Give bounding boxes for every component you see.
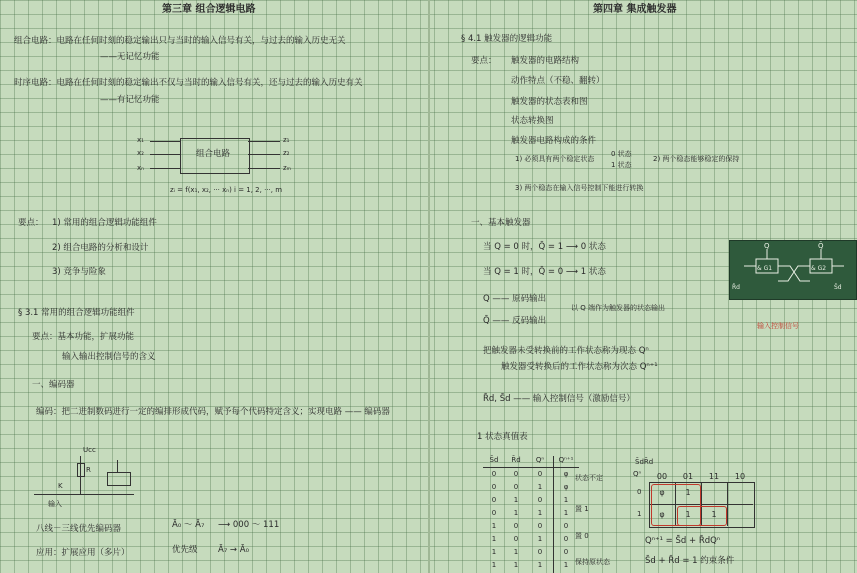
table-cell: 1: [513, 548, 519, 556]
output-line: [248, 141, 280, 142]
input-line: [150, 154, 180, 155]
resistor-symbol: [77, 463, 85, 477]
table-cell: 0: [537, 522, 543, 530]
enc-expr-2: ⟶ 000 ～ 111: [218, 520, 280, 530]
enc-priority: 优先级: [172, 545, 198, 555]
encoder-type: 八线－三线优先编码器: [36, 524, 122, 534]
page-title: 第三章 组合逻辑电路: [162, 4, 256, 15]
kmap-left-label: Qⁿ: [633, 470, 642, 478]
kp-label: 要点：: [471, 56, 497, 66]
kmap-cell: 1: [711, 510, 717, 519]
left-notebook-page: [0, 0, 426, 573]
tbl-note-3: 置 0: [575, 532, 589, 540]
kmap-loop: [677, 506, 727, 526]
kmap-cell: φ: [659, 510, 665, 519]
table-cell: 0: [491, 496, 497, 504]
inputs-label: R̄d, S̄d —— 输入控制信号（激励信号）: [483, 394, 635, 404]
table-cell: 1: [513, 561, 519, 569]
output-line: [248, 154, 280, 155]
table-cell: 1: [563, 496, 569, 504]
chalk-note: 输入控制信号: [757, 322, 799, 330]
table-cell: 1: [563, 509, 569, 517]
output-z2: z₂: [283, 149, 290, 157]
key-point-1: 1) 常用的组合逻辑功能组件: [52, 218, 157, 228]
kmap-col: 11: [708, 472, 720, 481]
table-cell: 1: [513, 496, 519, 504]
input-line: [150, 141, 180, 142]
table-cell: 0: [491, 483, 497, 491]
table-cell: 1: [513, 509, 519, 517]
circuit-vcc: Ucc: [83, 446, 96, 454]
tbl-header: S̄d: [489, 456, 499, 464]
chalk-rd: R̄d: [732, 284, 740, 291]
chalk-g2: & G2: [811, 265, 827, 272]
chalk-sd: S̄d: [834, 284, 842, 291]
table-cell: 1: [537, 561, 543, 569]
key-point-2: 2) 组合电路的分析和设计: [52, 243, 149, 253]
enc-expr-3: Ā₇ → Ā₀: [218, 545, 249, 555]
kp-detail-1b: 0 状态: [611, 150, 632, 158]
cross-wire: [778, 266, 810, 281]
table-cell: 0: [491, 509, 497, 517]
table-cell: 0: [513, 535, 519, 543]
table-cell: 0: [563, 548, 569, 556]
table-rule: [553, 456, 554, 573]
section-3-1-sub: 输入输出控制信号的含义: [62, 352, 156, 362]
table-cell: 0: [491, 470, 497, 478]
kp-item-2: 动作特点（不稳、翻转）: [511, 76, 605, 86]
equation-2: S̄d + R̄d = 1 约束条件: [645, 556, 735, 566]
kp-detail-1: 1) 必须具有两个稳定状态: [515, 155, 595, 163]
table-cell: 1: [491, 522, 497, 530]
kp-item-4: 状态转换图: [511, 116, 554, 126]
chalk-q: Q: [764, 242, 770, 250]
kmap-cell: 1: [685, 488, 691, 497]
table-cell: 1: [537, 509, 543, 517]
enc-extend: 应用：扩展应用（多片）: [36, 548, 130, 558]
output-zm: zₘ: [283, 164, 292, 172]
key-point-3: 3) 竞争与险象: [52, 267, 106, 277]
kmap-col: 10: [734, 472, 746, 481]
kp-detail-2: 2) 两个稳态能够稳定的保持: [653, 155, 740, 163]
present-state: 把触发器未受转换前的工作状态称为现态 Qⁿ: [483, 346, 649, 356]
page-title: 第四章 集成触发器: [593, 4, 677, 15]
table-cell: 1: [491, 548, 497, 556]
table-cell: 0: [513, 470, 519, 478]
enc-expr-1: Ā₀ ～ Ā₇: [172, 520, 205, 530]
basic-heading: 一、基本触发器: [471, 218, 531, 228]
table-cell: 0: [563, 535, 569, 543]
kp-item-5: 触发器电路构成的条件: [511, 136, 597, 146]
state-0: 当 Q = 0 时，Q̄ = 1 ⟶ 0 状态: [483, 242, 606, 252]
state-1: 当 Q = 1 时，Q̄ = 0 ⟶ 1 状态: [483, 267, 606, 277]
truth-table: [483, 456, 579, 573]
seq-def: 时序电路：电路在任何时刻的稳定输出不仅与当时的输入信号有关，还与过去的输入历史有关: [14, 78, 363, 88]
table-cell: φ: [563, 483, 569, 491]
circuit-wire: [117, 460, 118, 472]
tbl-note-4: 保持原状态: [575, 558, 610, 566]
section-4-1: § 4.1 触发器的逻辑功能: [461, 34, 553, 44]
kmap-col: 01: [682, 472, 694, 481]
kmap-col: 00: [656, 472, 668, 481]
kmap-row: 1: [637, 510, 642, 518]
table-cell: 0: [537, 548, 543, 556]
circuit-input: 输入: [48, 500, 62, 508]
kmap-cell: φ: [659, 488, 665, 497]
table-cell: φ: [563, 470, 569, 478]
right-notebook-page: [431, 0, 857, 573]
key-points-label: 要点：: [18, 218, 44, 228]
chalk-qbar: Q̄: [818, 242, 824, 250]
kp-item-3: 触发器的状态表和图: [511, 97, 588, 107]
truth-heading: 1 状态真值表: [477, 432, 528, 442]
next-state: 触发器受转换后的工作状态称为次态 Qⁿ⁺¹: [501, 362, 658, 372]
table-rule: [483, 467, 579, 468]
section-3-1-points: 要点：基本功能，扩展功能: [32, 332, 135, 342]
kp-detail-1c: 1 状态: [611, 161, 632, 169]
kmap-cell: 1: [685, 510, 691, 519]
block-label: 组合电路: [196, 149, 231, 159]
cross-wire: [778, 266, 810, 281]
table-cell: 0: [513, 483, 519, 491]
table-cell: 1: [537, 483, 543, 491]
encoder-heading: 一、编码器: [32, 380, 75, 390]
kmap-row: 0: [637, 488, 642, 496]
table-cell: 0: [537, 496, 543, 504]
table-cell: 1: [491, 561, 497, 569]
circuit-r: R: [86, 466, 91, 474]
tbl-header: Qⁿ⁺¹: [558, 456, 574, 464]
comb-def: 组合电路：电路在任何时刻的稳定输出只与当时的输入信号有关，与过去的输入历史无关: [14, 36, 346, 46]
input-x1: x₁: [137, 136, 144, 144]
table-cell: 1: [537, 535, 543, 543]
tbl-note-2: 置 1: [575, 505, 589, 513]
tbl-note-1: 状态不定: [575, 474, 603, 482]
circuit-k: K: [58, 482, 63, 490]
formula: zᵢ = f(x₁, x₂, ··· xₙ) i = 1, 2, ···, m: [170, 186, 283, 194]
tbl-header: R̄d: [511, 456, 521, 464]
page-divider: [428, 0, 430, 573]
encoder-def: 编码：把二进制数码进行一定的编排形成代码，赋予每个代码特定含义；实现电路 —— 编码器: [36, 407, 390, 417]
output-z1: z₁: [283, 136, 290, 144]
input-line: [150, 168, 180, 169]
section-3-1: § 3.1 常用的组合逻辑功能组件: [18, 308, 135, 318]
table-cell: 0: [563, 522, 569, 530]
tbl-header: Qⁿ: [535, 456, 545, 464]
seq-note: ——有记忆功能: [100, 95, 160, 105]
table-cell: 0: [537, 470, 543, 478]
chalk-g1: & G1: [757, 265, 773, 272]
q-label: Q —— 原码输出: [483, 294, 547, 304]
kmap-top-label: S̄dR̄d: [635, 458, 654, 466]
input-xn: xₙ: [137, 164, 144, 172]
comb-note: ——无记忆功能: [100, 52, 160, 62]
resistor-box: [107, 472, 131, 486]
qbar-label: Q̄ —— 反码输出: [483, 316, 547, 326]
equation-1: Qⁿ⁺¹ = S̄̄d + R̄dQⁿ: [645, 536, 721, 546]
kp-item-1: 触发器的电路结构: [511, 56, 580, 66]
chalkboard-photo: [729, 240, 857, 300]
circuit-ground: [34, 494, 134, 495]
table-cell: 0: [513, 522, 519, 530]
input-x2: x₂: [137, 149, 144, 157]
table-cell: 1: [563, 561, 569, 569]
flipflop-sketch: [730, 241, 856, 299]
q-note: 以 Q 端作为触发器的状态输出: [571, 304, 665, 312]
kmap-rule: [727, 482, 728, 526]
kp-detail-3: 3) 两个稳态在输入信号控制下能进行转换: [515, 184, 644, 192]
output-line: [248, 168, 280, 169]
table-cell: 1: [491, 535, 497, 543]
